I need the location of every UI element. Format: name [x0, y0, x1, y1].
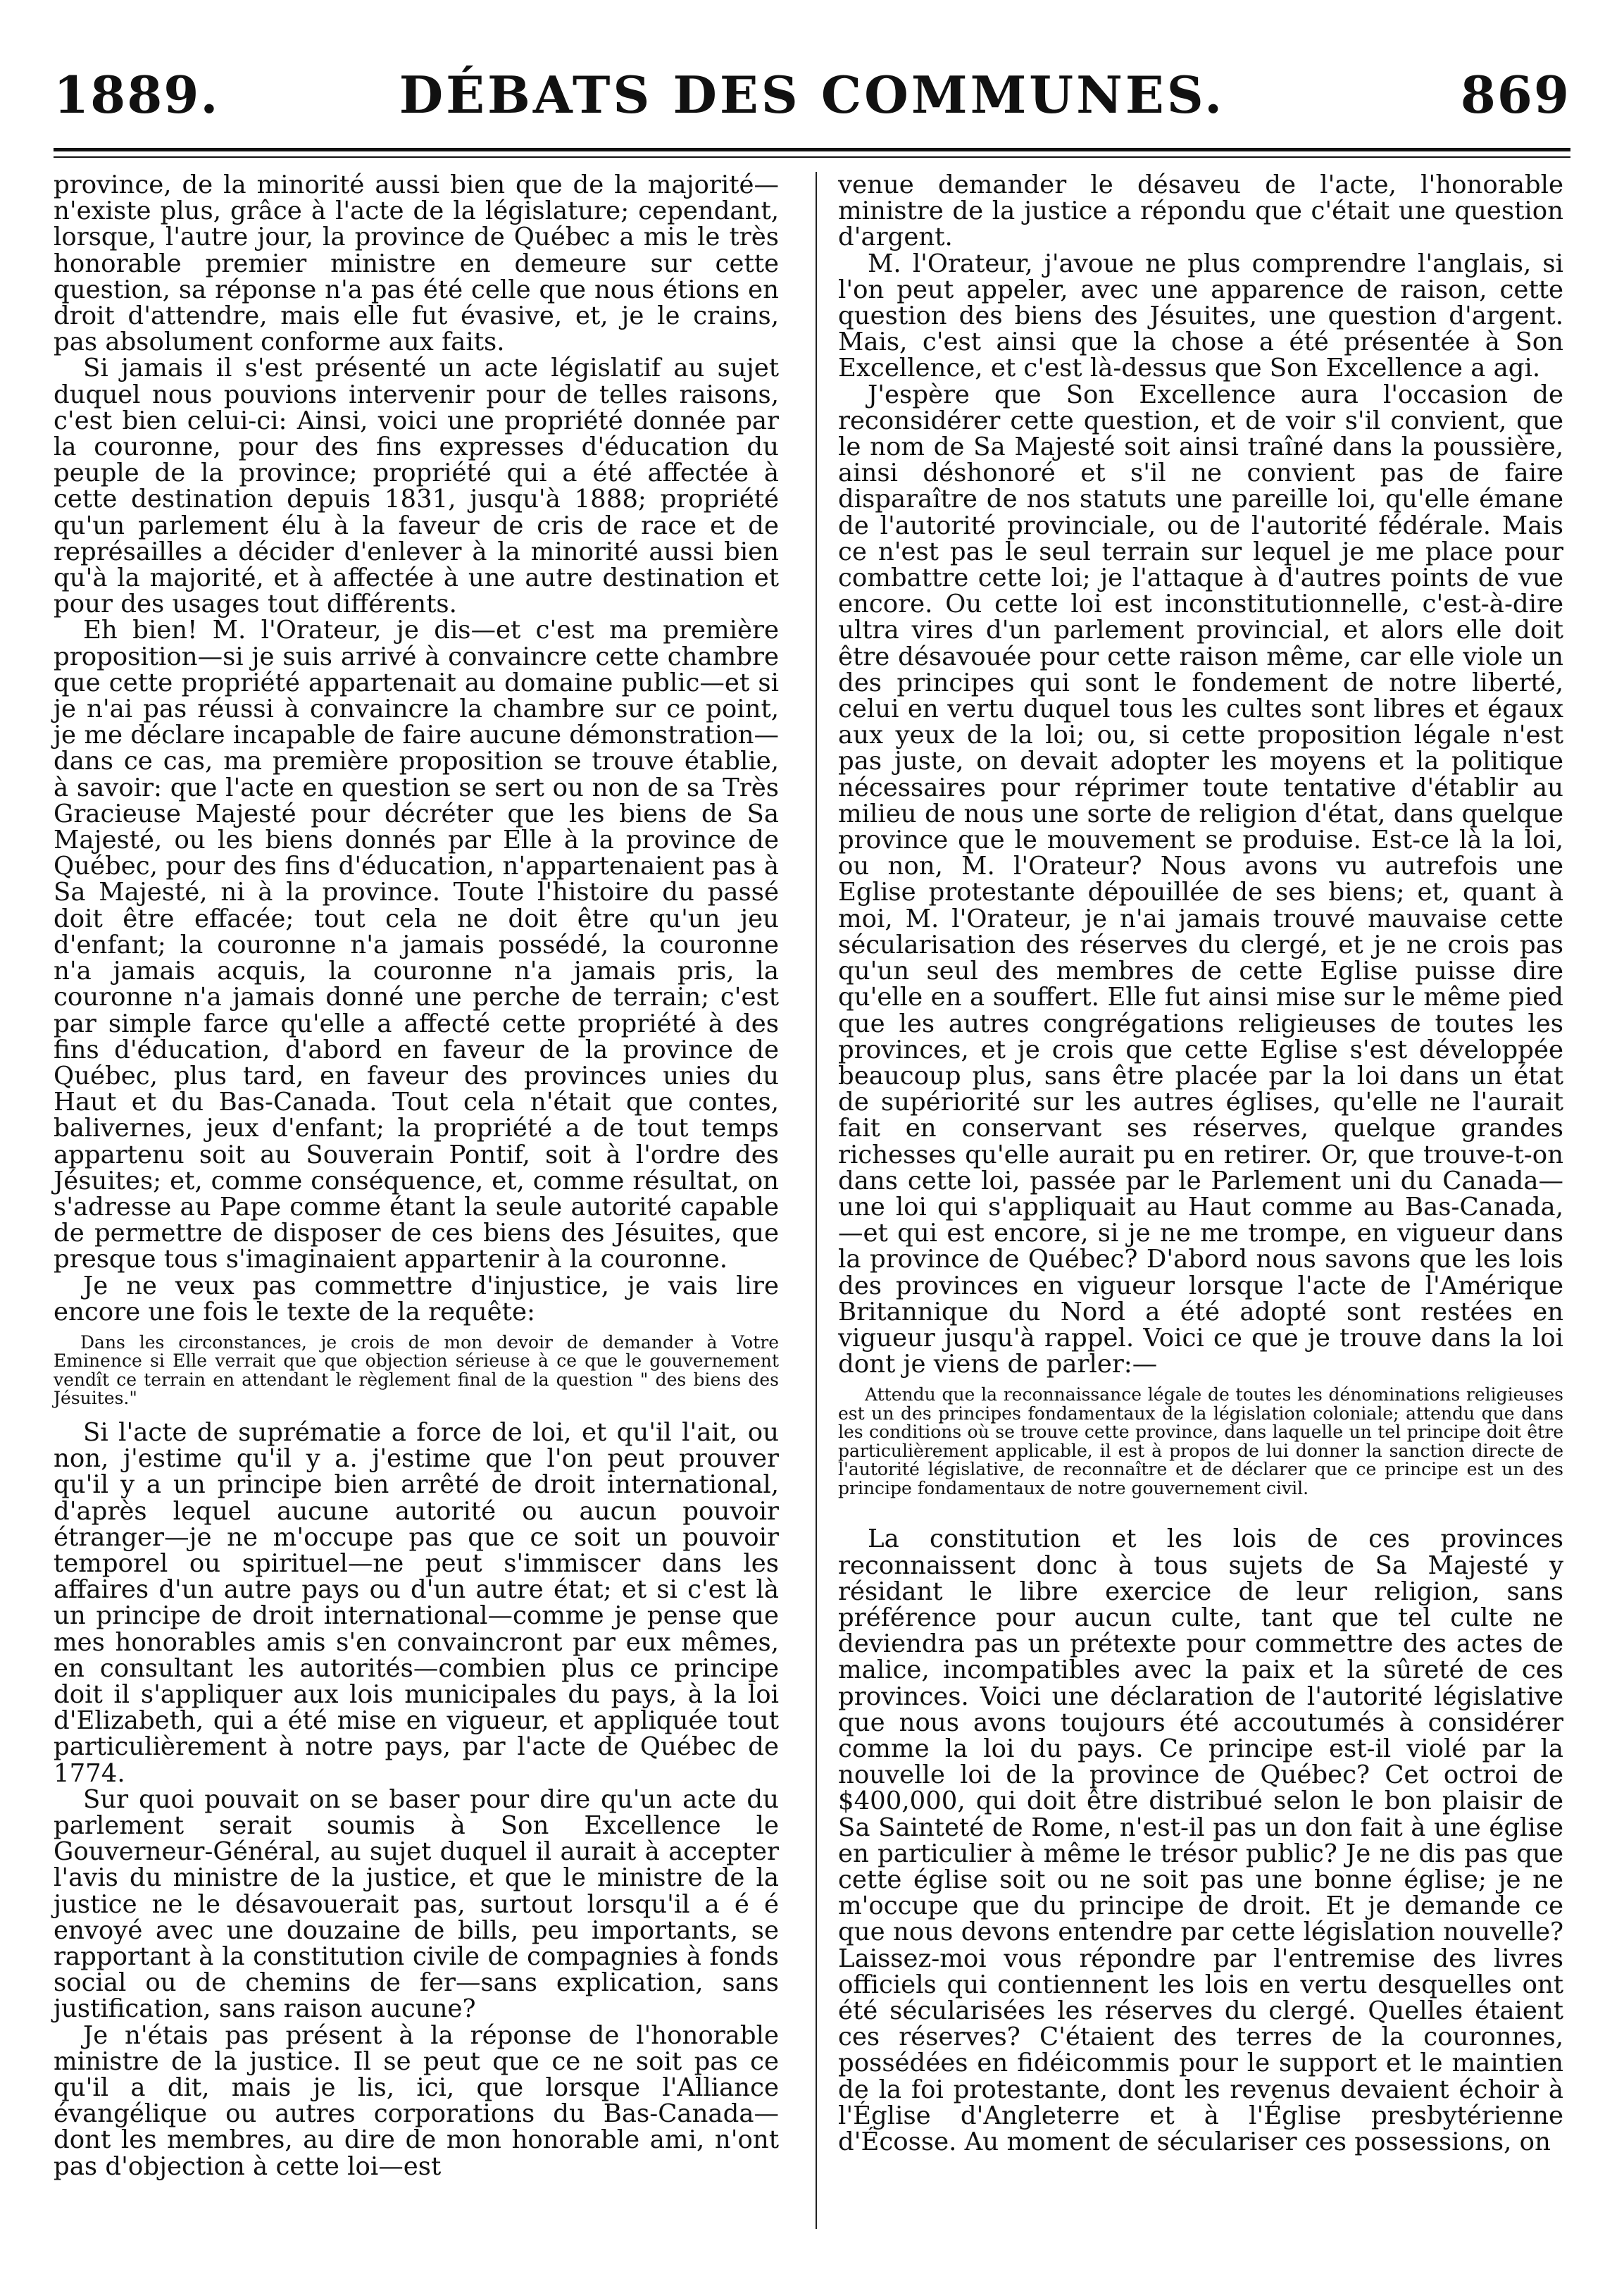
page-header	[54, 56, 1570, 134]
page-number: 869	[1460, 65, 1570, 125]
paragraph: Si l'acte de suprématie a force de loi, et qu'il l'ait, ou non, j'estime qu'il y a. j'estime que l'on peut prouver qu'il y a un principe bien arrêté de droit international, d'après lequel aucune autorité ou aucun pouvoir étranger—je ne m'occupe pas que ce soit un pouvoir temporel ou spirituel—ne peut s'immiscer dans les affaires d'un autre pays ou d'un autre état; et si c'est là un principe de droit international—comme je pense que mes honorables amis s'en convaincront par eux mêmes, en consultant les autorités—combien plus ce principe doit il s'appliquer aux lois municipales du pays, à la loi d'Elizabeth, qui a été mise en vigueur, et appliquée tout particulièrement à notre pays, par l'acte de Québec de 1774.	[54, 1417, 779, 1788]
paragraph: venue demander le désaveu de l'acte, l'honorable ministre de la justice a répondu que c'était une question d'argent.	[838, 170, 1563, 252]
paragraph: province, de la minorité aussi bien que de la majorité—n'existe plus, grâce à l'acte de la législature; cependant, lorsque, l'autre jour, la province de Québec a mis le très honorable premier ministre en demeure sur cette question, sa réponse n'a pas été celle que nous étions en droit d'attendre, mais elle fut évasive, et, je le crains, pas absolument conforme aux faits.	[54, 170, 779, 357]
paragraph: M. l'Orateur, j'avoue ne plus comprendre l'anglais, si l'on peut appeler, avec une apparence de raison, cette question des biens des Jésuites, une question d'argent. Mais, c'est ainsi que la chose a été présentée à Son Excellence, et c'est là-dessus que Son Excellence a agi.	[838, 249, 1563, 383]
paragraph: Eh bien! M. l'Orateur, je dis—et c'est ma première proposition—si je suis arrivé à convaincre cette chambre que cette propriété appartenait au domaine public—et si je n'ai pas réussi à convaincre la chambre sur ce point, je me déclare incapable de faire aucune démonstration—dans ce cas, ma première proposition se trouve établie, à savoir: que l'acte en question se sert ou non de sa Très Gracieuse Majesté pour décréter que les biens de Sa Majesté, ou les biens donnés par Elle à la province de Québec, pour des fins d'éducation, n'appartenaient pas à Sa Majesté, ni à la province. Toute l'histoire du passé doit être effacée; tout cela ne doit être qu'un jeu d'enfant; la couronne n'a jamais possédé, la couronne n'a jamais acquis, la couronne n'a jamais pris, la couronne n'a jamais donné une perche de terrain; c'est par simple farce qu'elle a affecté cette propriété à des fins d'éducation, d'abord en faveur de la province de Québec, plus tard, en faveur des provinces unies du Haut et du Bas-Canada. Tout cela n'était que contes, balivernes, jeux d'enfant; la propriété a de tout temps appartenu soit au Souverain Pontif, soit à l'ordre des Jésuites; et, comme conséquence, et, comme résultat, on s'adresse au Pape comme étant la seule autorité capable de permettre de disposer de ces biens des Jésuites, que presque tous s'imaginaient appartenir à la couronne.	[54, 616, 779, 1274]
paragraph: La constitution et les lois de ces provinces reconnaissent donc à tous sujets de Sa Majesté y résidant le libre exercice de leur religion, sans préférence pour aucun culte, tant que tel culte ne deviendra pas un prétexte pour commettre des actes de malice, incompatibles avec la paix et la sûreté de ces provinces. Voici une déclaration de l'autorité législative que nous avons toujours été accoutumés à considérer comme la loi du pays. Ce principe est-il violé par la nouvelle loi de la province de Québec? Cet octroi de $400,000, qui doit être distribué selon le bon plaisir de Sa Sainteté de Rome, n'est-il pas un don fait à une église en particulier à même le trésor public? Je ne dis pas que cette église soit ou ne soit pas une bonne église; je ne m'occupe que du principe de droit. Et je demande ce que nous devons entendre par cette législation nouvelle? Laissez-moi vous répondre par l'entremise des livres officiels qui contiennent les lois en vertu desquelles ont été sécularisées les réserves du clergé. Quelles étaient ces réserves? C'étaient des terres de la couronnes, possédées en fidéicommis pour le support et le maintien de la foi protestante, dont les revenus devaient échoir à l'Église d'Angleterre et à l'Église presbytérienne d'Écosse. Au moment de séculariser ces possessions, on	[838, 1524, 1563, 2157]
header-year: 1889.	[54, 65, 220, 125]
paragraph: Je n'étais pas présent à la réponse de l'honorable ministre de la justice. Il se peut que ce ne soit pas ce qu'il a dit, mais je lis, ici, que lorsque l'Alliance évangélique ou autres corporations du Bas-Canada—dont les membres, au dire de mon honorable ami, n'ont pas d'objection à cette loi—est	[54, 2020, 779, 2181]
quoted-request: Dans les circonstances, je crois de mon devoir de demander à Votre Eminence si Elle verrait que que objection sérieuse à ce que le gouvernement vendît ce terrain en attendant le règlement final de la question " des biens des Jésuites."	[54, 1331, 779, 1409]
header-rule	[54, 148, 1570, 151]
paragraph: Si jamais il s'est présenté un acte législatif au sujet duquel nous pouvions intervenir pour de telles raisons, c'est bien celui-ci: Ainsi, voici une propriété donnée par la couronne, pour des fins expresses d'éducation du peuple de la province; propriété qui a été affectée à cette destination depuis 1831, jusqu'à 1888; propriété qu'un parlement élu à la faveur de cris de race et de représailles a décider d'enlever à la minorité aussi bien qu'à la majorité, et à affectée à une autre destination et pour des usages tout différents.	[54, 354, 779, 619]
paragraph: J'espère que Son Excellence aura l'occasion de reconsidérer cette question, et de voir s'il convient, que le nom de Sa Majesté soit ainsi traîné dans la poussière, ainsi déshonoré et s'il ne convient pas de faire disparaître de nos statuts une pareille loi, qu'elle émane de l'autorité provinciale, ou de l'autorité fédérale. Mais ce n'est pas le seul terrain sur lequel je me place pour combattre cette loi; je l'attaque à d'autres points de vue encore. Ou cette loi est inconstitutionnelle, c'est-à-dire ultra vires d'un parlement provincial, et alors elle doit être désavouée pour cette raison même, car elle viole un des principes qui sont le fondement de notre liberté, celui en vertu duquel tous les cultes sont libres et égaux aux yeux de la loi; ou, si cette proposition légale n'est pas juste, on devait adopter les moyens et la politique nécessaires pour réprimer toute tentative d'établir au milieu de nous une sorte de religion d'état, dans quelque province que le mouvement se produise. Est-ce là la loi, ou non, M. l'Orateur? Nous avons vu autrefois une Eglise protestante dépouillée de ses biens; et, quant à moi, M. l'Orateur, je n'ai jamais trouvé mauvaise cette sécularisation des réserves du clergé, et je ne crois pas qu'un seul des membres de cette Eglise puisse dire qu'elle en a souffert. Elle fut ainsi mise sur le même pied que les autres congrégations religieuses de toutes les provinces, et je crois que cette Eglise s'est développée beaucoup plus, sans être placée par la loi dans un état de supériorité sur les autres églises, qu'elle ne l'aurait fait en conservant ses réserves, quelque grandes richesses qu'elle aurait pu en retirer. Or, que trouve-t-on dans cette loi, passée par le Parlement uni du Canada—une loi qui s'appliquait au Haut comme au Bas-Canada,—et qui est encore, si je ne me trompe, en vigueur dans la province de Québec? D'abord nous savons que les lois des provinces en vigueur lorsque l'acte de l'Amérique Britannique du Nord a été adopté sont restées en vigueur jusqu'à rappel. Voici ce que je trouve dans la loi dont je viens de parler:—	[838, 380, 1563, 1379]
paragraph: Sur quoi pouvait on se baser pour dire qu'un acte du parlement serait soumis à Son Excellence le Gouverneur-Général, au sujet duquel il aurait à accepter l'avis du ministre de la justice, et que le ministre de la justice ne le désavouerait pas, surtout lorsqu'il a é é envoyé avec une douzaine de bills, peu importants, se rapportant à la constitution civile de compagnies à fonds social ou de chemins de fer—sans explication, sans justification, sans raison aucune?	[54, 1784, 779, 2024]
quoted-statute: Attendu que la reconnaissance légale de toutes les dénominations religieuses est un des principes fondamentaux de la législation coloniale; attendu que dans les conditions où se trouve cette province, dans laquelle un tel principe doit être particulièrement applicable, il est à propos de lui donner la sanction directe de l'autorité législative, de reconnaître et de déclarer que ce principe est un des principe fondamentaux de notre gouvernement civil.	[838, 1384, 1563, 1498]
column-divider	[816, 172, 817, 2229]
left-column	[54, 172, 779, 2180]
paragraph: Je ne veux pas commettre d'injustice, je vais lire encore une fois le texte de la requête:	[54, 1271, 779, 1326]
header-rule-thin	[54, 156, 1570, 158]
right-column	[838, 172, 1563, 2155]
publication-title: DÉBATS DES COMMUNES.	[399, 65, 1225, 125]
